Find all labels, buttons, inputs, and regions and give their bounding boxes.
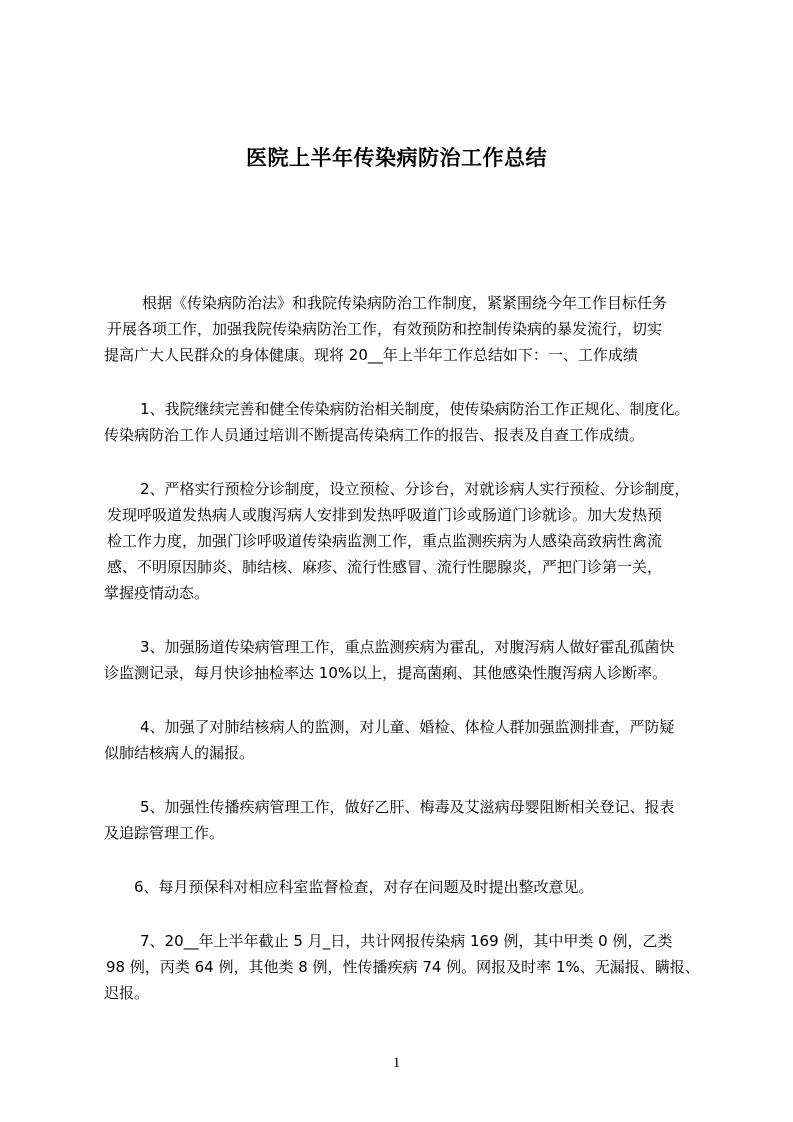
item1-line-1: 1、我院继续完善和健全传染病防治相关制度，使传染病防治工作正规化、制度化。 bbox=[140, 400, 690, 418]
item7-line-1: 7、20__年上半年截止 5 月_日，共计网报传染病 169 例，其中甲类 0 例，乙类 bbox=[140, 932, 673, 950]
item5-line-2: 及追踪管理工作。 bbox=[104, 824, 225, 842]
item3-line-1: 3、加强肠道传染病管理工作，重点监测疾病为霍乱，对腹泻病人做好霍乱孤菌快 bbox=[140, 638, 675, 656]
item2-line-1: 2、严格实行预检分诊制度，设立预检、分诊台，对就诊病人实行预检、分诊制度， bbox=[140, 480, 690, 498]
item4-line-1: 4、加强了对肺结核病人的监测，对儿童、婚检、体检人群加强监测排查，严防疑 bbox=[140, 718, 675, 736]
page-title: 医院上半年传染病防治工作总结 bbox=[246, 146, 547, 170]
item2-line-2: 发现呼吸道发热病人或腹泻病人安排到发热呼吸道门诊或肠道门诊就诊。加大发热预 bbox=[107, 506, 663, 524]
item2-line-4: 感、不明原因肺炎、肺结核、麻疹、流行性感冒、流行性腮腺炎，严把门诊第一关， bbox=[107, 558, 663, 576]
intro-line-1: 根据《传染病防治法》和我院传染病防治工作制度，紧紧围绕今年工作目标任务 bbox=[142, 294, 668, 312]
intro-line-3: 提高广大人民群众的身体健康。现将 20__年上半年工作总结如下：一、工作成绩 bbox=[104, 346, 638, 364]
intro-line-2: 开展各项工作，加强我院传染病防治工作，有效预防和控制传染病的暴发流行，切实 bbox=[107, 320, 663, 338]
item5-line-1: 5、加强性传播疾病管理工作，做好乙肝、梅毒及艾滋病母婴阻断相关登记、报表 bbox=[140, 798, 675, 816]
item2-line-3: 检工作力度，加强门诊呼吸道传染病监测工作，重点监测疾病为人感染高致病性禽流 bbox=[107, 532, 663, 550]
item6-line-1: 6、每月预保科对相应科室监督检查，对存在问题及时提出整改意见。 bbox=[134, 878, 594, 896]
item2-line-5: 掌握疫情动态。 bbox=[104, 584, 210, 602]
item1-line-2: 传染病防治工作人员通过培训不断提高传染病工作的报告、报表及自查工作成绩。 bbox=[104, 426, 645, 444]
page-number: 1 bbox=[392, 1055, 401, 1071]
item7-line-3: 迟报。 bbox=[104, 984, 150, 1002]
item7-line-2: 98 例，丙类 64 例，其他类 8 例，性传播疾病 74 例。网报及时率 1%、无漏报、瞒报、 bbox=[106, 958, 700, 976]
item4-line-2: 似肺结核病人的漏报。 bbox=[104, 744, 255, 762]
item3-line-2: 诊监测记录，每月快诊抽检率达 10%以上，提高菌痢、其他感染性腹泻病人诊断率。 bbox=[104, 664, 668, 682]
